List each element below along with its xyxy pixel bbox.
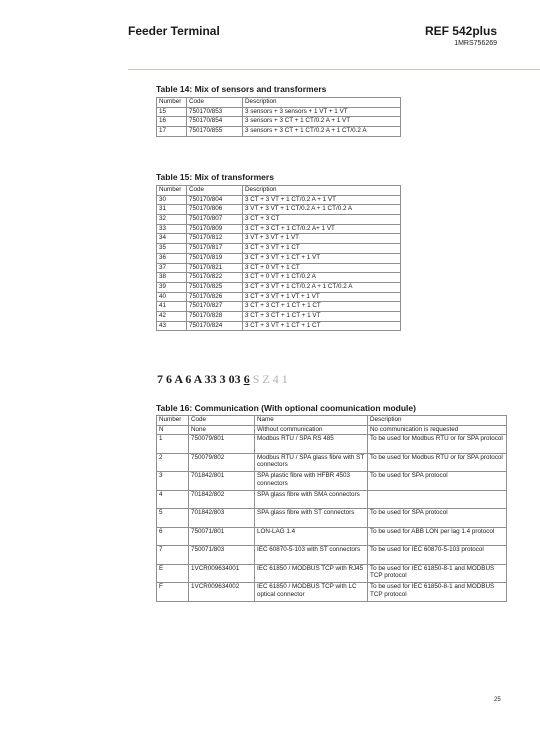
table-row (157, 527, 507, 546)
description-cell: 3 sensors + 3 CT + 1 CT/0.2 A + 1 CT/0.2 A (243, 127, 401, 137)
table-row (157, 425, 507, 435)
description-cell: 3 sensors + 3 CT + 1 CT/0.2 A + 1 VT (243, 117, 401, 127)
table-row (157, 292, 401, 302)
table-row (157, 472, 507, 491)
number-cell: 34 (157, 234, 187, 244)
number-cell: 17 (157, 127, 187, 137)
code-cell: 1VCR009634002 (189, 583, 255, 602)
table-row (157, 273, 401, 283)
table-row (157, 107, 401, 117)
code-cell: 1VCR009634001 (189, 564, 255, 583)
table-row (157, 282, 401, 292)
number-cell: 5 (157, 509, 189, 528)
table-row (157, 205, 401, 215)
code-cell: 750170/806 (187, 205, 243, 215)
name-cell: Without communication (255, 425, 368, 435)
code-cell: None (189, 425, 255, 435)
number-cell: 43 (157, 321, 187, 331)
table14-caption: Table 14: Mix of sensors and transformers (156, 84, 327, 94)
code-cell: 750170/804 (187, 195, 243, 205)
number-cell: 33 (157, 224, 187, 234)
column-header-code: Code (187, 98, 243, 108)
description-cell: To be used for IEC 60870-5-103 protocol (368, 546, 507, 565)
description-cell: To be used for Modbus RTU or for SPA protocol (368, 453, 507, 472)
column-header-number: Number (157, 416, 189, 426)
table14 (156, 97, 401, 137)
name-cell: IEC 61850 / MODBUS TCP with RJ45 (255, 564, 368, 583)
description-cell: To be used for IEC 61850-8-1 and MODBUS TCP protocol (368, 564, 507, 583)
number-cell: 42 (157, 311, 187, 321)
table14-header-row (157, 98, 401, 108)
code-cell: 750170/853 (187, 107, 243, 117)
number-cell: 37 (157, 263, 187, 273)
number-cell: 7 (157, 546, 189, 565)
table-row (157, 435, 507, 454)
column-header-name: Name (255, 416, 368, 426)
code-cell: 750079/802 (189, 453, 255, 472)
name-cell: SPA glass fibre with ST connectors (255, 509, 368, 528)
code-cell: 750170/812 (187, 234, 243, 244)
description-cell: 3 CT + 3 CT + 1 CT + 1 CT (243, 302, 401, 312)
number-cell: 39 (157, 282, 187, 292)
number-cell: 36 (157, 253, 187, 263)
number-cell: 35 (157, 244, 187, 254)
document-title: Feeder Terminal (128, 24, 220, 38)
description-cell: 3 CT + 3 VT + 1 CT + 1 CT (243, 321, 401, 331)
description-cell: 3 CT + 0 VT + 1 CT/0.2 A (243, 273, 401, 283)
table-row (157, 263, 401, 273)
description-cell: 3 sensors + 3 sensors + 1 VT + 1 VT (243, 107, 401, 117)
table-row (157, 244, 401, 254)
description-cell: 3 CT + 3 CT (243, 215, 401, 225)
number-cell: 6 (157, 527, 189, 546)
table-row (157, 546, 507, 565)
document-id: 1MRS756269 (454, 40, 497, 47)
description-cell (368, 490, 507, 509)
order-code (157, 372, 288, 387)
column-header-number: Number (157, 98, 187, 108)
number-cell: 4 (157, 490, 189, 509)
table-row (157, 234, 401, 244)
code-cell: 750071/801 (189, 527, 255, 546)
code-cell: 750170/807 (187, 215, 243, 225)
code-cell: 750170/828 (187, 311, 243, 321)
number-cell: 1 (157, 435, 189, 454)
table-row (157, 490, 507, 509)
column-header-number: Number (157, 186, 187, 196)
code-cell: 750071/803 (189, 546, 255, 565)
description-cell: To be used for Modbus RTU or for SPA protocol (368, 435, 507, 454)
number-cell: 15 (157, 107, 187, 117)
name-cell: IEC 60870-5-103 with ST connectors (255, 546, 368, 565)
description-cell: To be used for SPA protocol (368, 472, 507, 491)
name-cell: Modbus RTU / SPA glass fibre with ST connectors (255, 453, 368, 472)
table-row (157, 453, 507, 472)
table15 (156, 185, 401, 331)
table16-caption: Table 16: Communication (With optional coomunication module) (156, 403, 416, 413)
number-cell: 31 (157, 205, 187, 215)
column-header-description: Description (243, 98, 401, 108)
column-header-code: Code (189, 416, 255, 426)
table-row (157, 127, 401, 137)
column-header-description: Description (243, 186, 401, 196)
code-cell: 750079/801 (189, 435, 255, 454)
description-cell: 3 CT + 3 CT + 1 CT + 1 VT (243, 311, 401, 321)
code-cell: 750170/809 (187, 224, 243, 234)
code-cell: 750170/821 (187, 263, 243, 273)
table-row (157, 302, 401, 312)
table-row (157, 311, 401, 321)
number-cell: F (157, 583, 189, 602)
code-cell: 750170/824 (187, 321, 243, 331)
table15-caption: Table 15: Mix of transformers (156, 172, 274, 182)
name-cell: SPA plastic fibre with HFBR 4503 connectors (255, 472, 368, 491)
page-number: 25 (494, 697, 501, 703)
order-code-selected: 7 6 A 6 A 33 3 03 (157, 372, 244, 386)
code-cell: 750170/855 (187, 127, 243, 137)
name-cell: Modbus RTU / SPA RS 485 (255, 435, 368, 454)
name-cell: IEC 61850 / MODBUS TCP with LC optical connector (255, 583, 368, 602)
description-cell: To be used for ABB LON per lag 1.4 protocol (368, 527, 507, 546)
code-cell: 750170/819 (187, 253, 243, 263)
number-cell: 38 (157, 273, 187, 283)
description-cell: 3 CT + 0 VT + 1 CT (243, 263, 401, 273)
table16-header-row (157, 416, 507, 426)
name-cell: SPA glass fibre with SMA connectors (255, 490, 368, 509)
table-row (157, 117, 401, 127)
description-cell: 3 VT + 3 VT + 1 VT (243, 234, 401, 244)
code-cell: 750170/817 (187, 244, 243, 254)
table16 (156, 415, 507, 602)
order-code-remaining: S Z 4 1 (249, 372, 288, 386)
number-cell: N (157, 425, 189, 435)
code-cell: 750170/825 (187, 282, 243, 292)
code-cell: 701842/803 (189, 509, 255, 528)
number-cell: 41 (157, 302, 187, 312)
header-divider (128, 69, 540, 70)
table-row (157, 564, 507, 583)
table-row (157, 215, 401, 225)
number-cell: 3 (157, 472, 189, 491)
table-row (157, 253, 401, 263)
number-cell: 40 (157, 292, 187, 302)
description-cell: To be used for IEC 61850-8-1 and MODBUS TCP protocol (368, 583, 507, 602)
description-cell: 3 CT + 3 CT + 1 CT/0.2 A+ 1 VT (243, 224, 401, 234)
table-row (157, 321, 401, 331)
description-cell: 3 VT + 3 VT + 1 CT/0.2 A + 1 CT/0.2 A (243, 205, 401, 215)
name-cell: LON-LAG 1.4 (255, 527, 368, 546)
column-header-code: Code (187, 186, 243, 196)
code-cell: 701842/801 (189, 472, 255, 491)
code-cell: 750170/822 (187, 273, 243, 283)
description-cell: 3 CT + 3 VT + 1 CT + 1 VT (243, 253, 401, 263)
description-cell: No communication is requested (368, 425, 507, 435)
number-cell: 30 (157, 195, 187, 205)
order-code-current: 6 (243, 372, 250, 386)
code-cell: 701842/802 (189, 490, 255, 509)
code-cell: 750170/827 (187, 302, 243, 312)
number-cell: 2 (157, 453, 189, 472)
table15-header-row (157, 186, 401, 196)
description-cell: 3 CT + 3 VT + 1 VT + 1 VT (243, 292, 401, 302)
table-row (157, 224, 401, 234)
column-header-description: Description (368, 416, 507, 426)
table-row (157, 583, 507, 602)
number-cell: 16 (157, 117, 187, 127)
description-cell: 3 CT + 3 VT + 1 CT/0.2 A + 1 VT (243, 195, 401, 205)
product-name: REF 542plus (424, 24, 497, 38)
table-row (157, 195, 401, 205)
number-cell: 32 (157, 215, 187, 225)
code-cell: 750170/826 (187, 292, 243, 302)
table-row (157, 509, 507, 528)
number-cell: E (157, 564, 189, 583)
code-cell: 750170/854 (187, 117, 243, 127)
description-cell: 3 CT + 3 VT + 1 CT/0.2 A + 1 CT/0.2 A (243, 282, 401, 292)
description-cell: 3 CT + 3 VT + 1 CT (243, 244, 401, 254)
description-cell: To be used for SPA protocol (368, 509, 507, 528)
